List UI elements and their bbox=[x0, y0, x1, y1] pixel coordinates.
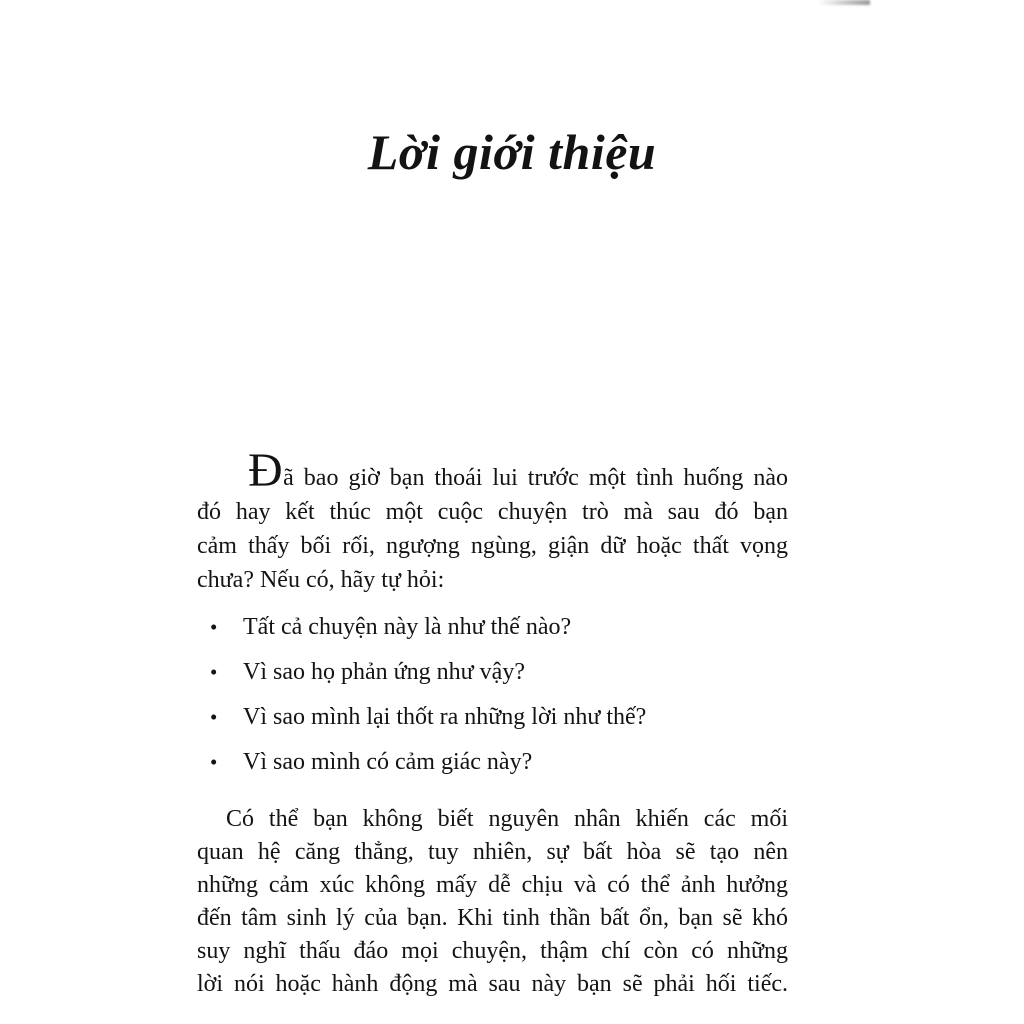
paragraph-line: chưa? Nếu có, hãy tự hỏi: bbox=[197, 567, 445, 593]
bullet-icon: • bbox=[210, 615, 218, 639]
question-text: Vì sao họ phản ứng như vậy? bbox=[243, 659, 525, 685]
intro-paragraph bbox=[197, 444, 788, 597]
question-item bbox=[197, 746, 788, 779]
question-item bbox=[197, 656, 788, 689]
question-item bbox=[197, 611, 788, 644]
question-text: Tất cả chuyện này là như thế nào? bbox=[243, 614, 572, 640]
question-item bbox=[197, 701, 788, 734]
paragraph-line: suy nghĩ thấu đáo mọi chuyện, thậm chí còn có những bbox=[197, 938, 788, 964]
paragraph-line: đó hay kết thúc một cuộc chuyện trò mà sau đó bạn bbox=[197, 499, 788, 525]
question-text: Vì sao mình có cảm giác này? bbox=[243, 749, 533, 775]
closing-paragraph bbox=[197, 803, 788, 1001]
bullet-icon: • bbox=[210, 750, 218, 774]
paragraph-line: quan hệ căng thẳng, tuy nhiên, sự bất hòa sẽ tạo nên bbox=[197, 839, 788, 865]
questions-list bbox=[197, 611, 788, 779]
paragraph-line-text: ã bao giờ bạn thoái lui trước một tình huống nào bbox=[283, 465, 788, 491]
chapter-title: Lời giới thiệu bbox=[367, 124, 657, 180]
paragraph-line: những cảm xúc không mấy dễ chịu và có thể ảnh hưởng bbox=[197, 872, 788, 898]
question-text: Vì sao mình lại thốt ra những lời như thế? bbox=[243, 704, 647, 730]
bullet-icon: • bbox=[210, 705, 218, 729]
paragraph-line: Có thể bạn không biết nguyên nhân khiến các mối bbox=[226, 806, 788, 832]
scan-artifact bbox=[818, 0, 870, 5]
paragraph-line: cảm thấy bối rối, ngượng ngùng, giận dữ hoặc thất vọng bbox=[197, 533, 788, 559]
drop-cap: Đ bbox=[248, 444, 284, 497]
paragraph-line: lời nói hoặc hành động mà sau này bạn sẽ phải hối tiếc. bbox=[197, 971, 788, 997]
bullet-icon: • bbox=[210, 660, 218, 684]
paragraph-line: đến tâm sinh lý của bạn. Khi tinh thần bất ổn, bạn sẽ khó bbox=[197, 905, 788, 931]
paragraph-line bbox=[248, 444, 788, 497]
